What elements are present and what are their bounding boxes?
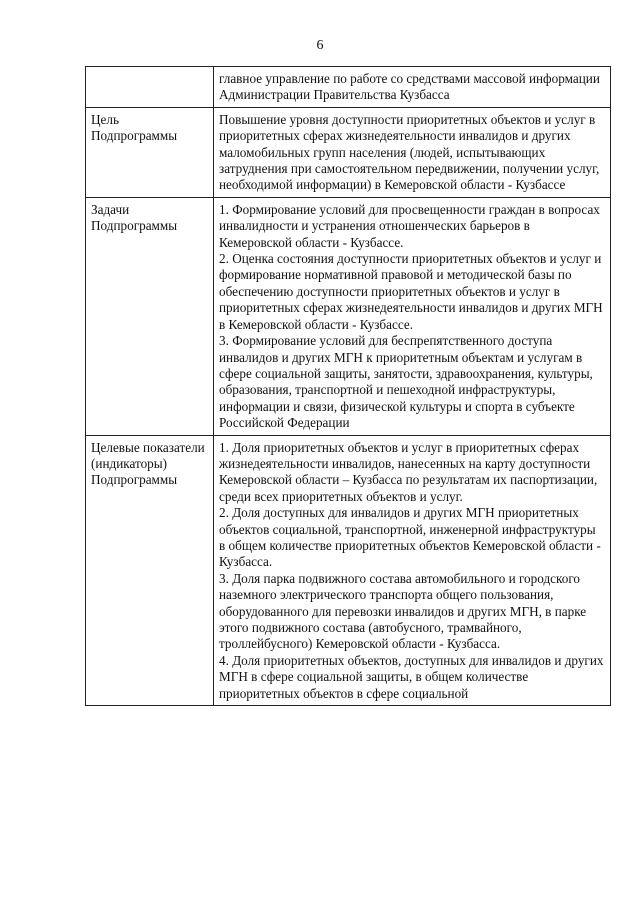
row-label-cell [86, 67, 214, 108]
program-passport-table [85, 66, 611, 706]
row-label-cell: Задачи Подпрограммы [86, 197, 214, 435]
paragraph: 1. Формирование условий для просвещенности граждан в вопросах инвалидности и устранения отношенческих барьеров в Кемеровской области - Кузбассе. [219, 201, 600, 250]
table-row-responsible [86, 67, 611, 108]
paragraph: 3. Формирование условий для беспрепятственного доступа инвалидов и других МГН к приоритетным объектам и услугам в сфере социальной защиты, занятости, здравоохранения, культуры, образования, транспортной и пешеходной инфраструктуры, информации и связи, физической культуры и спорта в субъекте Российской Федерации [219, 333, 593, 431]
paragraph: 2. Оценка состояния доступности приоритетных объектов и услуг и формирование нормативной правовой и методической базы по обеспечению доступности приоритетных объектов и услуг в приоритетных сферах жизнедеятельности инвалидов и других МГН в Кемеровской области - Кузбассе. [219, 251, 603, 332]
row-content-cell [214, 107, 611, 197]
paragraph: Повышение уровня доступности приоритетных объектов и услуг в приоритетных сферах жизнедеятельности инвалидов и других маломобильных групп населения (людей, испытывающих затруднения при самостоятельном передвижении, получении услуг, необходимой информации) в Кемеровской области - Кузбассе [219, 111, 600, 193]
row-content-cell [214, 197, 611, 435]
row-content-cell [214, 67, 611, 108]
row-label-cell: Цель Подпрограммы [86, 107, 214, 197]
page-number: 6 [316, 38, 324, 53]
table-row-tasks [86, 197, 611, 435]
paragraph: 1. Доля приоритетных объектов и услуг в приоритетных сферах жизнедеятельности инвалидов, нанесенных на карту доступности Кемеровской области – Кузбасса по результатам их паспортизации, среди всех приоритетных объектов и услуг. [219, 439, 598, 504]
row-content-cell [214, 435, 611, 706]
table-row-indicators [86, 435, 611, 706]
paragraph: главное управление по работе со средствами массовой информации Администрации Правительства Кузбасса [219, 71, 600, 103]
table-row-goal [86, 107, 611, 197]
paragraph: 2. Доля доступных для инвалидов и других МГН приоритетных объектов социальной, транспортной, инженерной инфраструктуры в общем количестве приоритетных объектов Кемеровской области - Кузбасса. [219, 505, 601, 570]
paragraph: 4. Доля приоритетных объектов, доступных для инвалидов и других МГН в сфере социальной защиты, в общем количестве приоритетных объектов в сфере социальной [219, 652, 604, 701]
paragraph: 3. Доля парка подвижного состава автомобильного и городского наземного электрического транспорта общего пользования, оборудованного для перевозки инвалидов и других МГН, в парке этого подвижного состава (автобусного, трамвайного, троллейбусного) Кемеровской области - Кузбасса. [219, 570, 587, 652]
row-label-cell: Целевые показатели (индикаторы) Подпрограммы [86, 435, 214, 706]
